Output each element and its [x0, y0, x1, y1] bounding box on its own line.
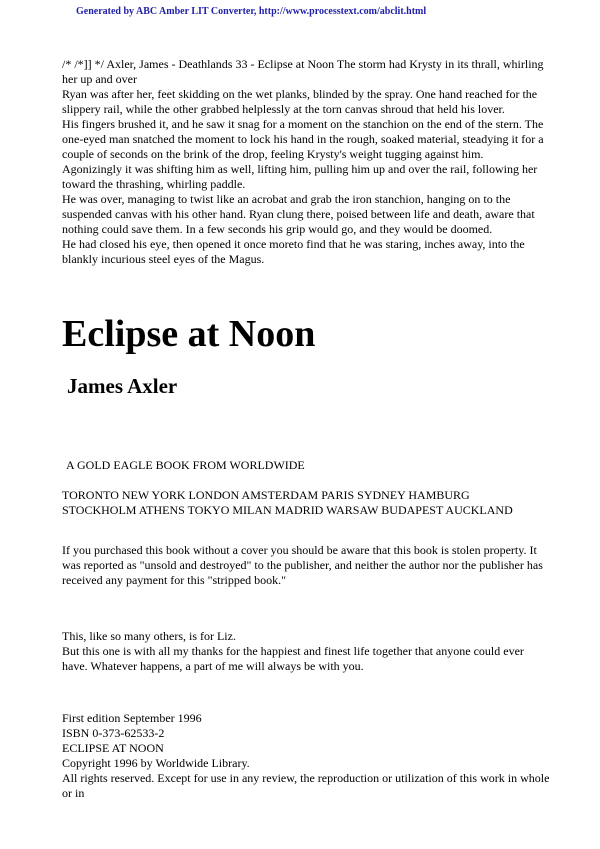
publisher-line: A GOLD EAGLE BOOK FROM WORLDWIDE [66, 458, 305, 472]
title-caps-line: ECLIPSE AT NOON [62, 741, 164, 755]
dedication-line: This, like so many others, is for Liz. [62, 629, 236, 643]
intro-paragraph: He was over, managing to twist like an acrobat and grab the iron stanchion, hanging on to the suspended canvas with his other hand. Ryan clung there, poised between life and death, aware that nothing could save them. In a few seconds his grip would go, and they would be doomed. [62, 192, 535, 236]
notice-text: If you purchased this book without a cover you should be aware that this book is stolen property. It was reported as "unsold and destroyed" to the publisher, and neither the author nor the publisher has received any payment for this "stripped book." [62, 543, 543, 587]
converter-header-link[interactable]: Generated by ABC Amber LIT Converter, http://www.processtext.com/abclit.html [76, 6, 427, 17]
stripped-book-notice [62, 543, 552, 588]
book-author: James Axler [67, 374, 178, 398]
dedication-line: But this one is with all my thanks for the happiest and finest life together that anyone could ever have. Whatever happens, a part of me will always be with you. [62, 644, 524, 673]
intro-paragraph: His fingers brushed it, and he saw it snag for a moment on the stanchion on the end of the stern. The one-eyed man snatched the moment to lock his hand in the rough, soaked material, steadying it for a couple of seconds on the brink of the drop, feeling Krysty's weight tugging against him. [62, 117, 544, 161]
book-title: Eclipse at Noon [62, 313, 316, 355]
intro-paragraph: /* /*]] */ Axler, James - Deathlands 33 - Eclipse at Noon The storm had Krysty in its thrall, whirling her up and over [62, 57, 544, 86]
intro-paragraph: Ryan was after her, feet skidding on the wet planks, blinded by the spray. One hand reached for the slippery rail, while the other grabbed helplessly at the torn canvas shroud that held his lover. [62, 87, 538, 116]
copyright-line: Copyright 1996 by Worldwide Library. [62, 756, 250, 770]
rights-line: All rights reserved. Except for use in any review, the reproduction or utilization of this work in whole or in [62, 771, 550, 800]
cities-line: STOCKHOLM ATHENS TOKYO MILAN MADRID WARSAW BUDAPEST AUCKLAND [62, 503, 513, 517]
intro-excerpt [62, 57, 552, 267]
dedication [62, 629, 552, 674]
isbn-line: ISBN 0-373-62533-2 [62, 726, 165, 740]
edition-line: First edition September 1996 [62, 711, 202, 725]
cities-line: TORONTO NEW YORK LONDON AMSTERDAM PARIS SYDNEY HAMBURG [62, 488, 470, 502]
intro-paragraph: Agonizingly it was shifting him as well, lifting him, pulling him up and over the rail, following her toward the thrashing, whirling paddle. [62, 162, 538, 191]
intro-paragraph: He had closed his eye, then opened it once moreto find that he was staring, inches away, into the blankly incurious steel eyes of the Magus. [62, 237, 525, 266]
publisher-cities [62, 488, 552, 518]
copyright-block [62, 711, 552, 801]
